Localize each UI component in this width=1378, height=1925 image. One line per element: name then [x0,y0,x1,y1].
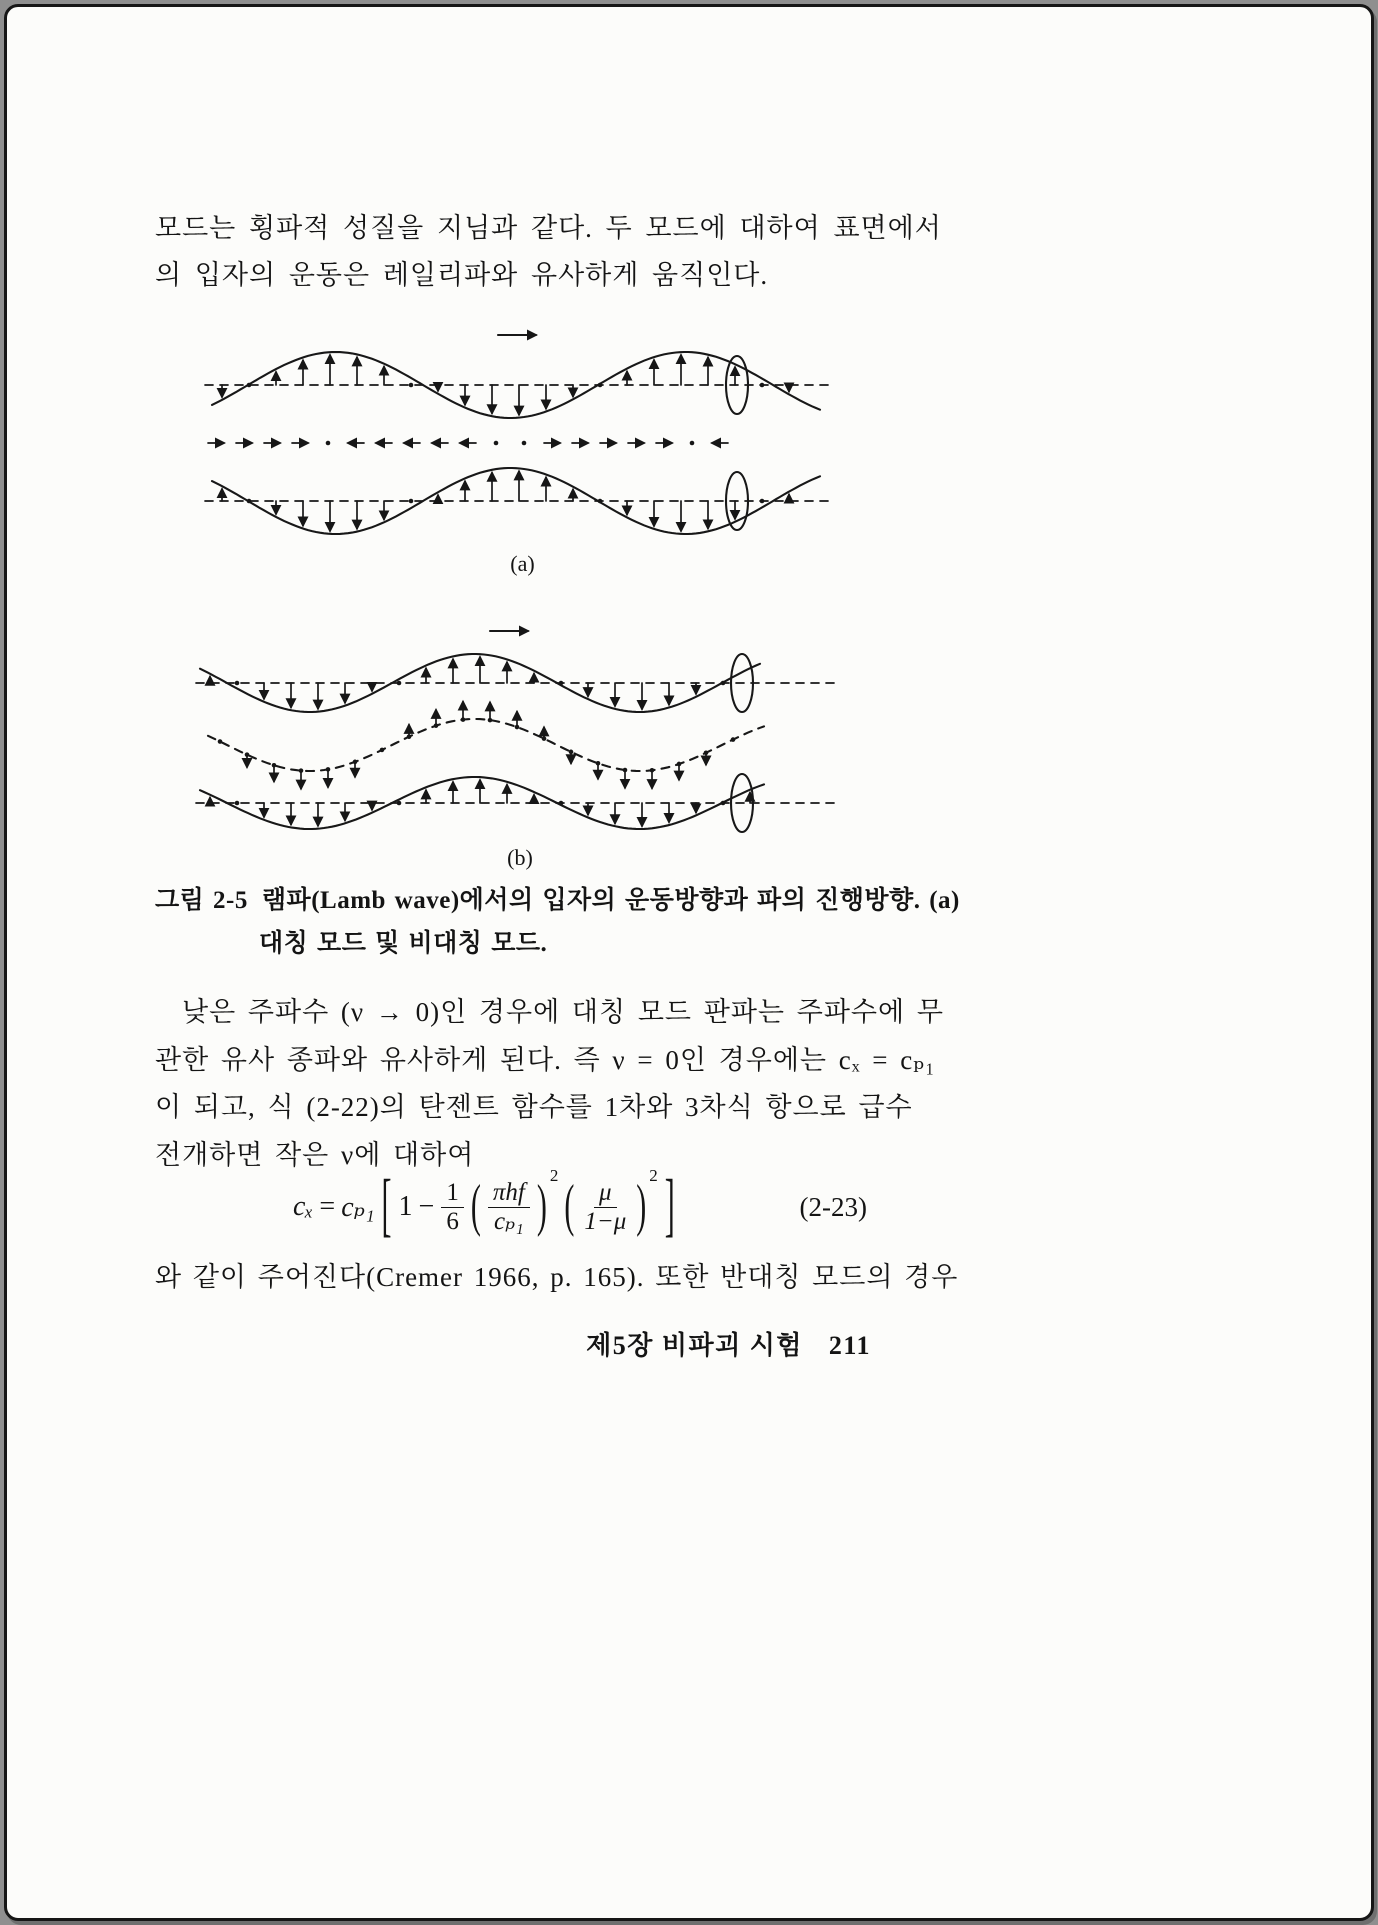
text-line: 모드는 횡파적 성질을 지님과 같다. 두 모드에 대하여 표면에서 [155,213,942,243]
equation-2-23 [293,1162,676,1252]
equation-number: (2-23) [799,1192,867,1222]
text-line: 낮은 주파수 (ν → 0)인 경우에 대칭 모드 판파는 주파수에 무 [182,997,944,1027]
page-footer [155,1325,917,1362]
eq-left-bracket: [ [381,1167,392,1245]
paragraph-body [155,989,944,1179]
eq-coefficient: cₚ₁ [341,1192,375,1223]
caption-line: 대칭 모드 및 비대칭 모드. [259,930,548,957]
eq-left-paren: ( [470,1173,481,1239]
eq-right-paren: ) [536,1173,547,1239]
text-line: 전개하면 작은 ν에 대하여 [155,1139,475,1170]
eq-exponent: 2 [549,1166,559,1185]
caption-line [155,879,960,922]
figure-b-lamb-wave-antisymmetric [190,619,850,847]
figure-caption [155,879,960,965]
paragraph-top [155,205,942,299]
text-line: 의 입자의 운동은 레일리파와 유사하게 움직인다. [155,260,769,290]
eq-exponent: 2 [649,1166,658,1185]
eq-equals: = [319,1191,336,1222]
figure-b-label: (b) [507,845,533,870]
figure-a-wave-diagram [200,323,845,555]
figure-b-wave-diagram [190,619,850,847]
eq-left-paren: ( [564,1173,575,1239]
text-line: 관한 유사 종파와 유사하게 된다. 즉 ν = 0인 경우에는 cₓ = cₚ₁ [155,1044,936,1075]
eq-fraction-pihf: $\frac{\text{πhf}}{\text{cₚ₁}}$ [488,1179,530,1236]
equation-2-23-row [155,1162,917,1252]
figure-number: 그림 2-5 [155,887,248,914]
eq-right-paren: ) [636,1173,647,1239]
figure-a-lamb-wave-symmetric [200,323,845,555]
eq-minus: − [418,1191,435,1222]
eq-fraction-mu: $\frac{\mu}{1-\mu}$ [584,1178,627,1235]
eq-one: 1 [398,1191,413,1222]
chapter-title: 제5장 비파괴 시험 [586,1331,803,1360]
figure-a-label: (a) [510,551,535,576]
eq-fraction-one-sixth: $\frac{1}{6}$ [441,1179,464,1236]
paragraph-closing: 와 같이 주어진다(Cremer 1966, p. 165). 또한 반대칭 모드의 경우 [155,1262,959,1292]
eq-lhs: cₓ [293,1191,314,1222]
page-number: 211 [828,1331,871,1360]
caption-text: 램파(Lamb wave)에서의 입자의 운동방향과 파의 진행방향. (a) [261,887,960,914]
eq-right-bracket: ] [664,1167,675,1245]
text-line: 이 되고, 식 (2-22)의 탄젠트 함수를 1차와 3차식 항으로 급수 [155,1092,913,1122]
document-page [4,4,1374,1921]
